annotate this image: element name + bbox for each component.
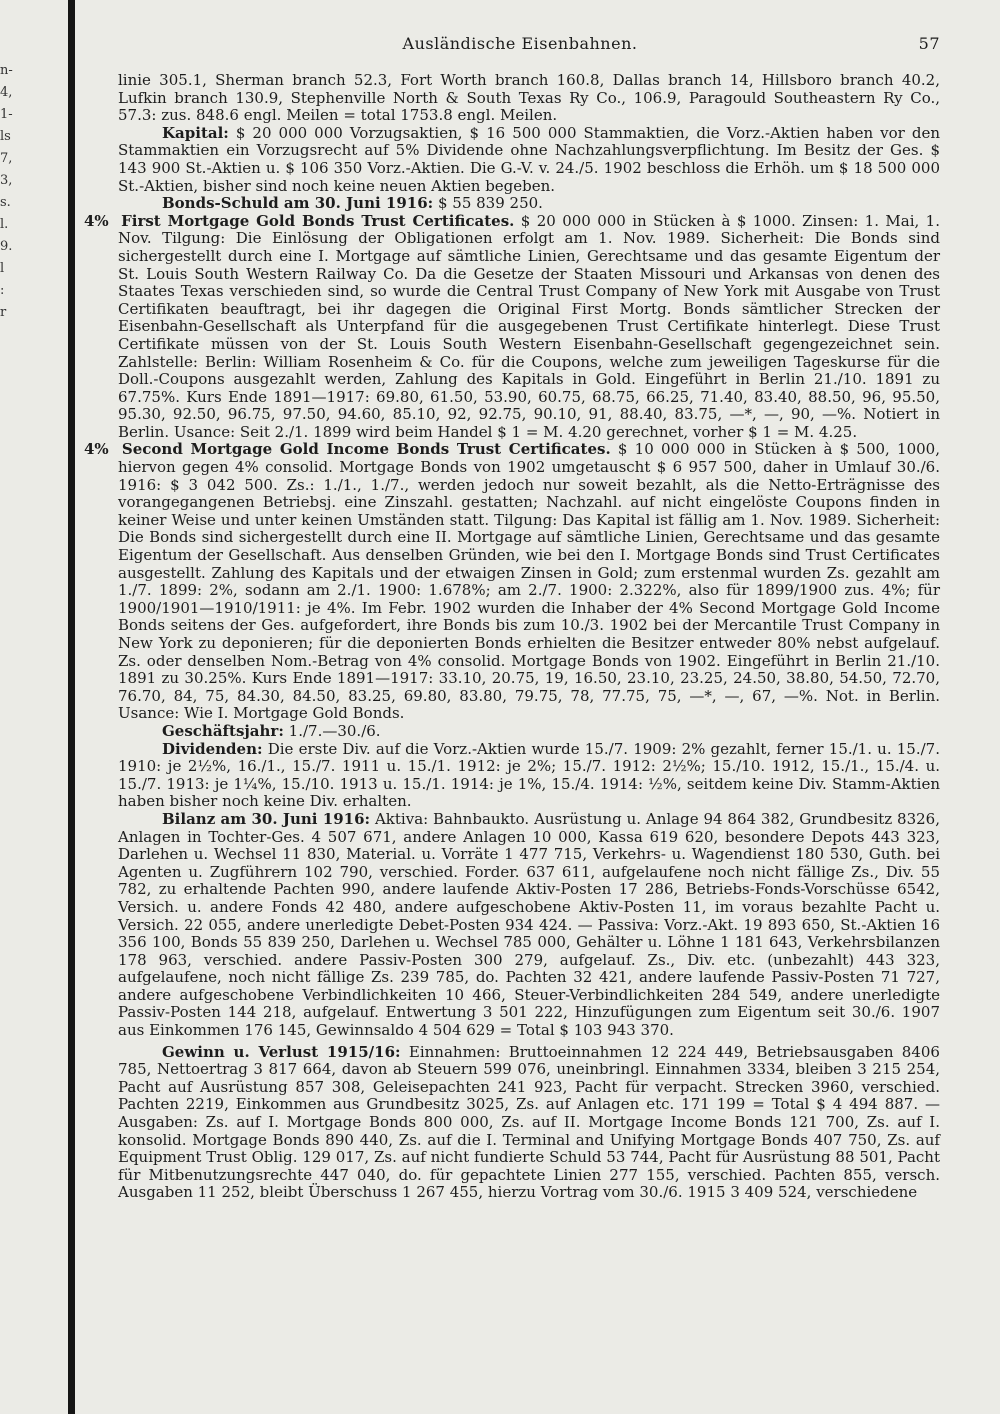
- margin-fragment: r: [0, 305, 7, 320]
- kapital-text: $ 20 000 000 Vorzugsaktien, $ 16 500 000 Stammaktien, die Vorz.-Aktien haben vor den Stammaktien ein Vorzugsrecht auf 5% Dividende ohne Nachzahlungsverpflichtung. Im Besitz der Ges. $ 143 900 St.-Aktien u. $ 106 350 Vorz.-Aktien. Die G.-V. v. 24./5. 1902 beschloss die Erhöh. um $ 18 500 000 St.-Aktien, bisher sind noch keine neuen Aktien begeben.: [118, 123, 940, 195]
- geschaeftsjahr-label: Geschäftsjahr:: [162, 721, 284, 740]
- paragraph-first-mortgage: [84, 213, 940, 442]
- page-number: 57: [918, 34, 940, 53]
- margin-fragment: ls: [0, 129, 11, 144]
- gewinn-label: Gewinn u. Verlust 1915/16:: [162, 1042, 401, 1061]
- margin-fragment: l.: [0, 217, 9, 232]
- margin-fragment: n-: [0, 63, 13, 78]
- paragraph-geschaeftsjahr: [118, 723, 940, 741]
- margin-fragment: 1-: [0, 107, 13, 122]
- geschaeftsjahr-text: 1./7.—30./6.: [288, 721, 381, 740]
- issue1-percent: 4%: [84, 211, 109, 230]
- bilanz-label: Bilanz am 30. Juni 1916:: [162, 809, 371, 828]
- issue2-percent: 4%: [84, 440, 109, 459]
- margin-fragment: 9.: [0, 239, 13, 254]
- dividenden-label: Dividenden:: [162, 739, 263, 758]
- paragraph-bilanz: [118, 811, 940, 1040]
- dividenden-text: Die erste Div. auf die Vorz.-Aktien wurde 15./7. 1909: 2% gezahlt, ferner 15./1. u. 15./7. 1910: je 2½%, 16./1., 15./7. 1911 u. 15./1. 1912: je 2%; 15./7. 1912: 2½%; 15./10. 1912, 15./1., 15./4. u. 15./7. 1913: je 1¼%, 15./10. 1913 u. 15./1. 1914: je 1%, 15./4. 1914: ½%, seitdem keine Div. Stamm-Aktien haben bisher noch keine Div. erhalten.: [118, 739, 940, 811]
- margin-fragment: 4,: [0, 85, 13, 100]
- binding-gutter: [68, 0, 75, 1414]
- paragraph-gewinn-verlust: [118, 1044, 940, 1202]
- margin-fragment: s.: [0, 195, 11, 210]
- margin-fragment: 7,: [0, 151, 13, 166]
- paragraph-bonds-schuld: [118, 195, 940, 213]
- bonds-text: $ 55 839 250.: [437, 194, 543, 213]
- issue1-title: First Mortgage Gold Bonds Trust Certificates.: [121, 211, 515, 230]
- issue2-text: $ 10 000 000 in Stücken à $ 500, 1000, hiervon gegen 4% consolid. Mortgage Bonds von 1902 umgetauscht $ 6 957 500, daher in Umlauf 30./6. 1916: $ 3 042 500. Zs.: 1./1., 1./7., werden jedoch nur soweit bezahlt, als die Netto-Erträgnisse des vorangegangenen Betriebsj. eine Zinszahl. gestatten; Nachzahl. auf nicht eingelöste Coupons finden in keiner Weise und unter keinen Umständen statt. Tilgung: Das Kapital ist fällig am 1. Nov. 1989. Sicherheit: Die Bonds sind sichergestellt durch eine II. Mortgage auf sämtliche Linien, Gerechtsame und das gesamte Eigentum der Gesellschaft. Aus denselben Gründen, wie bei den I. Mortgage Bonds sind Trust Certificates ausgestellt. Zahlung des Kapitals und der etwaigen Zinsen in Gold; zum erstenmal wurden Zs. gezahlt am 1./7. 1899: 2%, sodann am 2./1. 1900: 1.678%; am 2./7. 1900: 2.322%, also für 1899/1900 zus. 4%; für 1900/1901—1910/1911: je 4%. Im Febr. 1902 wurden die Inhaber der 4% Second Mortgage Gold Income Bonds seitens der Ges. aufgefordert, ihre Bonds bis zum 10./3. 1902 bei der Mercantile Trust Company in New York zu deponieren; für die deponierten Bonds erhielten die Besitzer entweder 80% nebst aufgelauf. Zs. oder denselben Nom.-Betrag von 4% consolid. Mortgage Bonds von 1902. Eingeführt in Berlin 21./10. 1891 zu 30.25%. Kurs Ende 1891—1917: 33.10, 20.75, 19, 16.50, 23.10, 23.25, 24.50, 38.80, 54.50, 72.70, 76.70, 84, 75, 84.30, 84.50, 83.25, 69.80, 83.80, 79.75, 78, 77.75, 75, —*, —, 67, —%. Not. in Berlin. Usance: Wie I. Mortgage Gold Bonds.: [118, 440, 940, 723]
- issue2-title: Second Mortgage Gold Income Bonds Trust Certificates.: [121, 440, 611, 459]
- kapital-label: Kapital:: [162, 123, 229, 142]
- paragraph-second-mortgage: [84, 441, 940, 723]
- issue1-text: $ 20 000 000 in Stücken à $ 1000. Zinsen: 1. Mai, 1. Nov. Tilgung: Die Einlösung der Obligationen erfolgt am 1. Nov. 1989. Sicherheit: Die Bonds sind sichergestellt durch eine I. Mortgage auf sämtliche Linien, Gerechtsame und das gesamte Eigentum der St. Louis South Western Railway Co. Da die Gesetze der Staaten Missouri und Arkansas von denen des Staates Texas verschieden sind, so wurde die Central Trust Company of New York mit Ausgabe von Trust Certifikaten beauftragt, bei ihr dagegen die Original First Mortg. Bonds sämtlicher Strecken der Eisenbahn-Gesellschaft als Unterpfand für die ausgegebenen Trust Certifikate hinterlegt. Diese Trust Certifikate müssen von der St. Louis South Western Eisenbahn-Gesellschaft gegengezeichnet sein. Zahlstelle: Berlin: William Rosenheim & Co. für die Coupons, welche zum jeweiligen Tageskurse für die Doll.-Coupons ausgezahlt werden, Zahlung des Kapitals in Gold. Eingeführt in Berlin 21./10. 1891 zu 67.75%. Kurs Ende 1891—1917: 69.80, 61.50, 53.90, 60.75, 68.75, 66.25, 71.40, 83.40, 88.50, 96, 95.50, 95.30, 92.50, 96.75, 97.50, 94.60, 85.10, 92, 92.75, 90.10, 91, 88.40, 83.75, —*, —, 90, —%. Notiert in Berlin. Usance: Seit 2./1. 1899 wird beim Handel $ 1 = M. 4.20 gerechnet, vorher $ 1 = M. 4.25.: [118, 211, 940, 441]
- paragraph-lines: linie 305.1, Sherman branch 52.3, Fort Worth branch 160.8, Dallas branch 14, Hillsboro branch 40.2, Lufkin branch 130.9, Stephenville North & South Texas Ry Co., 106.9, Paragould Southeastern Ry Co., 57.3: zus. 848.6 engl. Meilen = total 1753.8 engl. Meilen.: [118, 71, 940, 125]
- bonds-label: Bonds-Schuld am 30. Juni 1916:: [162, 194, 434, 213]
- bilanz-text: Aktiva: Bahnbaukto. Ausrüstung u. Anlage 94 864 382, Grundbesitz 8326, Anlagen in Tochter-Ges. 4 507 671, andere Anlagen 10 000, Kassa 619 620, besondere Depots 443 323, Darlehen u. Wechsel 11 830, Material. u. Vorräte 1 477 715, Verkehrs- u. Wagendienst 180 530, Guth. bei Agenten u. Zugführern 102 790, verschied. Forder. 637 611, aufgelaufene noch nicht fällige Zs., Div. 55 782, zu erhaltende Pachten 990, andere laufende Aktiv-Posten 17 286, Betriebs-Fonds-Vorschüsse 6542, Versich. u. andere Fonds 42 480, andere aufgeschobene Aktiv-Posten 11, im voraus bezahlte Pacht u. Versich. 22 055, andere unerledigte Debet-Posten 934 424. — Passiva: Vorz.-Akt. 19 893 650, St.-Aktien 16 356 100, Bonds 55 839 250, Darlehen u. Wechsel 785 000, Gehälter u. Löhne 1 181 643, Verkehrsbilanzen 178 963, verschied. andere Passiv-Posten 300 279, aufgelauf. Zs., Div. etc. (unbezahlt) 443 323, aufgelaufene, noch nicht fällige Zs. 239 785, do. Pachten 32 421, andere laufende Passiv-Posten 71 727, andere aufgeschobene Verbindlichkeiten 10 466, Steuer-Verbindlichkeiten 284 549, andere unerledigte Passiv-Posten 144 218, aufgelauf. Entwertung 3 501 222, Hinzufügungen zum Eigentum seit 30./6. 1907 aus Einkommen 176 145, Gewinnsaldo 4 504 629 = Total $ 103 943 370.: [118, 809, 940, 1040]
- gewinn-text: Einnahmen: Bruttoeinnahmen 12 224 449, Betriebsausgaben 8406 785, Nettoertrag 3 817 664, davon ab Steuern 599 076, uneinbringl. Einnahmen 3334, bleiben 3 215 254, Pacht auf Ausrüstung 857 308, Geleisepachten 241 923, Pacht für verpacht. Strecken 3960, verschied. Pachten 2219, Einkommen aus Grundbesitz 3025, Zs. auf Anlagen etc. 171 199 = Total $ 4 494 887. — Ausgaben: Zs. auf I. Mortgage Bonds 800 000, Zs. auf II. Mortgage Income Bonds 121 700, Zs. auf I. konsolid. Mortgage Bonds 890 440, Zs. auf die I. Terminal and Unifying Mortgage Bonds 407 750, Zs. auf Equipment Trust Oblig. 129 017, Zs. auf nicht fundierte Schuld 53 744, Pacht für Ausrüstung 88 501, Pacht für Mitbenutzungsrechte 447 040, do. für gepachtete Linien 277 155, verschied. Pachten 855, versch. Ausgaben 11 252, bleibt Überschuss 1 267 455, hierzu Vortrag vom 30./6. 1915 3 409 524, verschiedene: [118, 1042, 940, 1202]
- paragraph-kapital: [118, 125, 940, 195]
- margin-fragment: l: [0, 261, 5, 276]
- left-margin-fragments: [0, 60, 14, 324]
- paragraph-dividenden: [118, 741, 940, 811]
- page-body: [84, 71, 940, 1202]
- margin-fragment: 3,: [0, 173, 13, 188]
- margin-fragment: :: [0, 283, 5, 298]
- running-title: Ausländische Eisenbahnen.: [402, 34, 638, 53]
